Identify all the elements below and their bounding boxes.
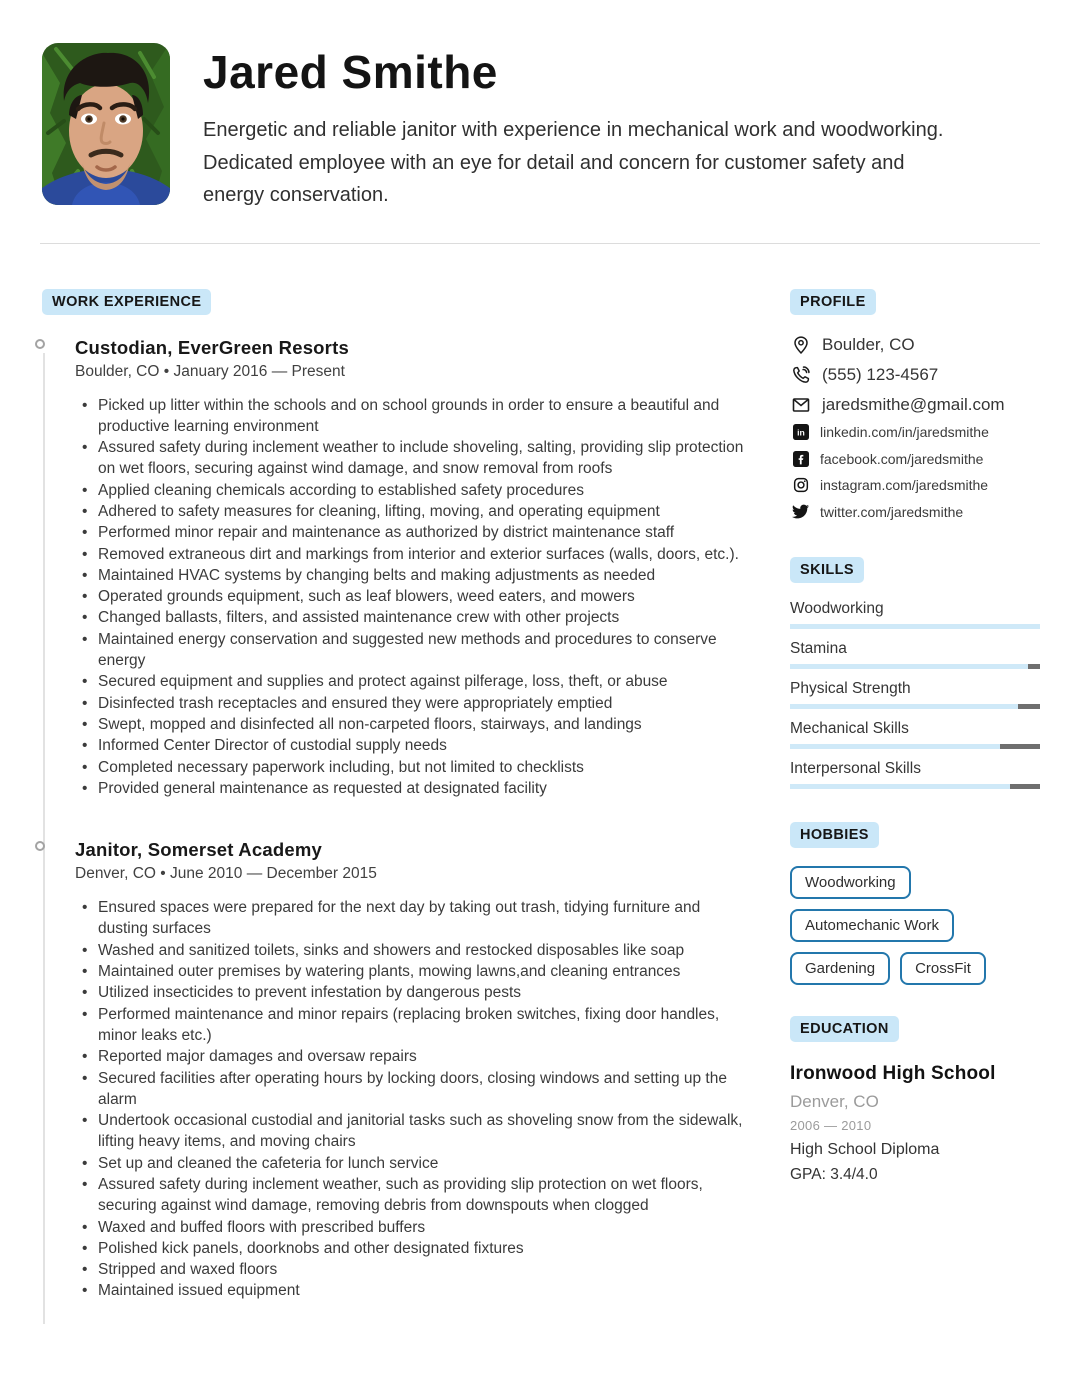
skills-list <box>790 599 1040 789</box>
job-bullet: • Swept, mopped and disinfected all non-carpeted floors, stairways, and landings <box>75 714 750 735</box>
svg-text:in: in <box>796 427 805 438</box>
resume-header <box>0 0 1080 212</box>
skill-bar-remainder <box>1028 664 1041 669</box>
twitter-icon <box>792 503 809 520</box>
skill-label: Physical Strength <box>790 680 911 697</box>
job-meta: Boulder, CO • January 2016 — Present <box>75 362 345 380</box>
linkedin-icon <box>792 424 809 441</box>
job-bullet: • Maintained energy conservation and suggested new methods and procedures to conserve energy <box>75 629 750 672</box>
contact-instagram-text: instagram.com/jaredsmithe <box>820 477 989 493</box>
timeline-line <box>43 353 45 1324</box>
job-bullet: • Removed extraneous dirt and markings from interior and exterior surfaces (walls, doors, etc.). <box>75 544 750 565</box>
hobby-tag: Gardening <box>790 952 890 985</box>
job-bullet: • Picked up litter within the schools and on school grounds in order to ensure a beautiful and productive learning environment <box>75 395 750 438</box>
contact-phone <box>790 364 1040 386</box>
contact-linkedin-text: linkedin.com/in/jaredsmithe <box>820 424 989 440</box>
hobby-tag-list <box>790 866 1040 985</box>
hobby-tag: Woodworking <box>790 866 911 899</box>
contact-email-text: jaredsmithe@gmail.com <box>822 394 1005 414</box>
location-pin-icon <box>790 334 812 356</box>
hobby-tag: Automechanic Work <box>790 909 954 942</box>
skill-bar-remainder <box>1018 704 1041 709</box>
skill-bar-remainder <box>1000 744 1040 749</box>
contact-location-text: Boulder, CO <box>822 334 915 354</box>
skills-section <box>790 557 1040 789</box>
job-bullet: • Secured facilities after operating hours by locking doors, closing windows and setting up the alarm <box>75 1068 750 1111</box>
jobs-timeline <box>42 337 750 1302</box>
job-bullet-list <box>75 897 750 1302</box>
job-bullet: • Maintained issued equipment <box>75 1280 750 1301</box>
instagram-icon <box>792 477 809 494</box>
contact-email[interactable] <box>790 394 1040 416</box>
job-bullet: • Adhered to safety measures for cleaning, lifting, moving, and operating equipment <box>75 501 750 522</box>
skill-label: Woodworking <box>790 600 884 617</box>
job-bullet: • Assured safety during inclement weather, such as providing slip protection on wet floors, securing against wind damage, removing debris from downspouts when clogged <box>75 1174 750 1217</box>
skill-bar-remainder <box>1010 784 1040 789</box>
job-bullet: • Applied cleaning chemicals according to established safety procedures <box>75 480 750 501</box>
hobbies-section-title: HOBBIES <box>790 822 879 848</box>
candidate-summary: Energetic and reliable janitor with experience in mechanical work and woodworking. Dedicated employee with an eye for detail and concern for customer safety and energy conservation. <box>203 119 944 206</box>
contact-phone-text: (555) 123-4567 <box>822 364 939 384</box>
job-bullet: • Secured equipment and supplies and protect against pilferage, loss, theft, or abuse <box>75 671 750 692</box>
education-section-title: EDUCATION <box>790 1016 899 1042</box>
job-title: Custodian, EverGreen Resorts <box>75 336 349 358</box>
job-entry-janitor <box>75 839 750 1302</box>
job-bullet: • Provided general maintenance as requested at designated facility <box>75 778 750 799</box>
skill-label: Stamina <box>790 640 847 657</box>
skill-bar <box>790 744 1040 749</box>
resume-body <box>0 244 1080 1302</box>
job-bullet: • Maintained HVAC systems by changing belts and making adjustments as needed <box>75 565 750 586</box>
hobby-tag: CrossFit <box>900 952 986 985</box>
job-bullet: • Undertook occasional custodial and janitorial tasks such as shoveling snow from the sidewalk, lifting heavy items, and moving chairs <box>75 1110 750 1153</box>
work-experience-column <box>42 289 750 1302</box>
contact-linkedin[interactable] <box>790 424 1040 441</box>
job-bullet: • Maintained outer premises by watering plants, mowing lawns,and cleaning entrances <box>75 961 750 982</box>
skill-item <box>790 679 1040 709</box>
education-section <box>790 1016 1040 1184</box>
profile-photo <box>42 43 170 205</box>
job-bullet: • Utilized insecticides to prevent infestation by dangerous pests <box>75 982 750 1003</box>
header-text-block <box>203 43 951 212</box>
skill-item <box>790 599 1040 629</box>
job-entry-custodian <box>75 337 750 800</box>
education-dates: 2006 — 2010 <box>790 1118 872 1133</box>
job-bullet: • Performed minor repair and maintenance as authorized by district maintenance staff <box>75 522 750 543</box>
profile-photo-illustration <box>42 43 170 205</box>
job-bullet: • Set up and cleaned the cafeteria for lunch service <box>75 1153 750 1174</box>
job-title: Janitor, Somerset Academy <box>75 839 322 861</box>
skill-label: Interpersonal Skills <box>790 760 921 777</box>
skill-item <box>790 639 1040 669</box>
job-bullet: • Informed Center Director of custodial supply needs <box>75 735 750 756</box>
job-bullet: • Operated grounds equipment, such as leaf blowers, weed eaters, and mowers <box>75 586 750 607</box>
skill-bar <box>790 704 1040 709</box>
skill-bar <box>790 784 1040 789</box>
job-meta: Denver, CO • June 2010 — December 2015 <box>75 865 377 883</box>
skill-item <box>790 759 1040 789</box>
contact-instagram[interactable] <box>790 477 1040 494</box>
education-gpa: GPA: 3.4/4.0 <box>790 1166 878 1183</box>
contact-twitter[interactable] <box>790 503 1040 520</box>
job-bullet: • Ensured spaces were prepared for the next day by taking out trash, tidying furniture and dusting surfaces <box>75 897 750 940</box>
timeline-circle-icon <box>35 339 45 349</box>
job-bullet: • Changed ballasts, filters, and assisted maintenance crew with other projects <box>75 607 750 628</box>
contact-location <box>790 334 1040 356</box>
job-bullet: • Waxed and buffed floors with prescribed buffers <box>75 1217 750 1238</box>
education-school: Ironwood High School <box>790 1063 996 1084</box>
skills-section-title: SKILLS <box>790 557 864 583</box>
job-bullet: • Disinfected trash receptacles and ensured they were appropriately emptied <box>75 693 750 714</box>
skill-bar <box>790 664 1040 669</box>
job-bullet-list <box>75 395 750 800</box>
contact-facebook-text: facebook.com/jaredsmithe <box>820 450 984 467</box>
work-experience-section-title: WORK EXPERIENCE <box>42 289 211 315</box>
email-icon <box>790 394 812 416</box>
education-location: Denver, CO <box>790 1092 879 1111</box>
education-degree: High School Diploma <box>790 1141 940 1158</box>
skill-bar <box>790 624 1040 629</box>
hobbies-section <box>790 822 1040 985</box>
skill-item <box>790 719 1040 749</box>
contact-facebook[interactable] <box>790 450 1040 467</box>
job-bullet: • Performed maintenance and minor repairs (replacing broken switches, fixing door handles, minor leaks etc.) <box>75 1004 750 1047</box>
contact-twitter-text: twitter.com/jaredsmithe <box>820 503 964 520</box>
job-bullet: • Stripped and waxed floors <box>75 1259 750 1280</box>
phone-icon <box>790 364 812 386</box>
skill-label: Mechanical Skills <box>790 720 909 737</box>
facebook-icon <box>792 450 809 467</box>
sidebar-column <box>790 289 1040 1185</box>
job-bullet: • Polished kick panels, doorknobs and other designated fixtures <box>75 1238 750 1259</box>
job-bullet: • Completed necessary paperwork including, but not limited to checklists <box>75 757 750 778</box>
candidate-name: Jared Smithe <box>203 46 498 98</box>
job-bullet: • Reported major damages and oversaw repairs <box>75 1046 750 1067</box>
contact-list <box>790 334 1040 521</box>
job-bullet: • Assured safety during inclement weather to include shoveling, salting, providing slip protection on wet floors, securing against wind damage, and snow removal from roofs <box>75 437 750 480</box>
profile-section-title: PROFILE <box>790 289 876 315</box>
job-bullet: • Washed and sanitized toilets, sinks and showers and restocked disposables like soap <box>75 940 750 961</box>
